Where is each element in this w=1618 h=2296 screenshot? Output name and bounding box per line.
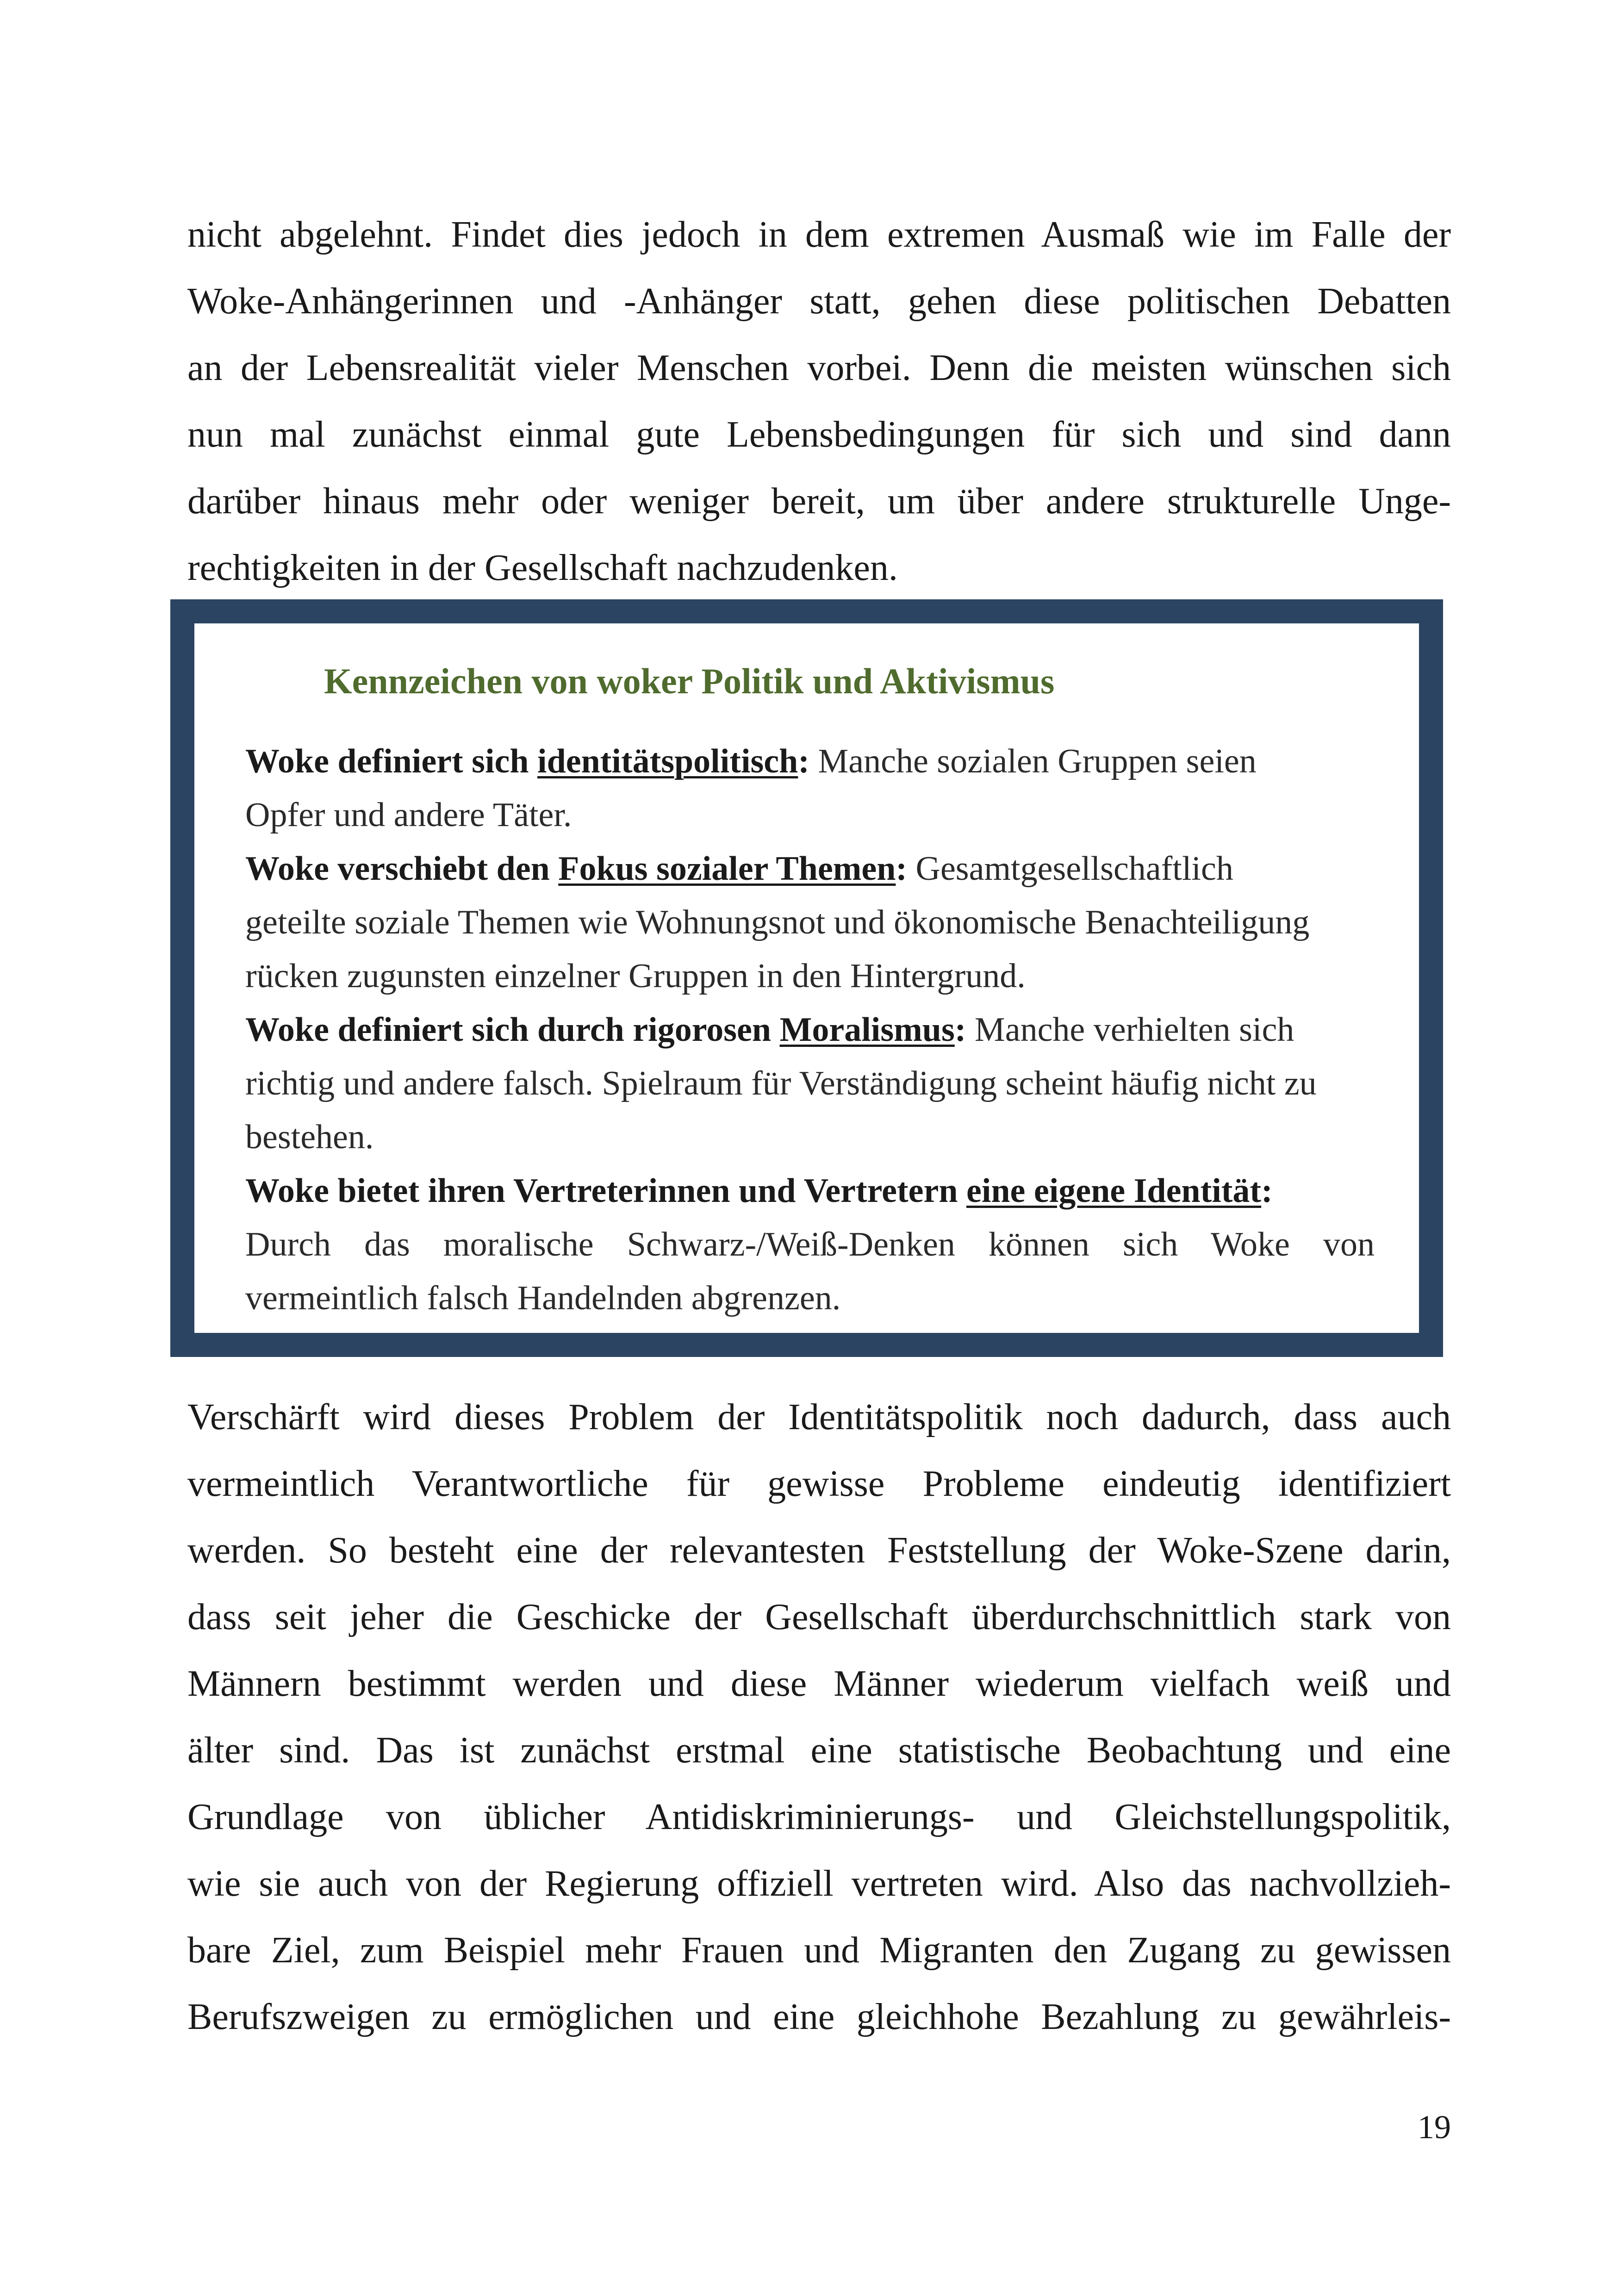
text-line: nun mal zunächst einmal gute Lebensbedingungen für sich und sind dann: [187, 414, 1451, 455]
text-line: wie sie auch von der Regierung offiziell vertreten wird. Also das nachvollzieh-: [187, 1863, 1451, 1904]
item-line: Durch das moralische Schwarz-/Weiß-Denken können sich Woke von: [245, 1226, 1375, 1263]
text-line: Grundlage von üblicher Antidiskriminierungs- und Gleichstellungspolitik,: [187, 1797, 1451, 1837]
item-colon: :: [896, 850, 908, 888]
item-line: richtig und andere falsch. Spielraum für Verständigung scheint häufig nicht zu: [245, 1064, 1317, 1102]
text-line: älter sind. Das ist zunächst erstmal eine statistische Beobachtung und eine: [187, 1730, 1451, 1771]
text-line: darüber hinaus mehr oder weniger bereit, um über andere strukturelle Unge-: [187, 481, 1451, 522]
item-line: Opfer und andere Täter.: [245, 796, 572, 834]
item-text: Manche sozialen Gruppen seien: [809, 742, 1257, 780]
item-line: rücken zugunsten einzelner Gruppen in den Hintergrund.: [245, 957, 1026, 995]
item-text: Gesamtgesellschaftlich: [907, 850, 1233, 888]
item-colon: :: [798, 742, 809, 780]
item-colon: :: [954, 1011, 966, 1049]
item-lead: Woke definiert sich: [245, 742, 538, 780]
info-box-item: [245, 734, 1375, 842]
body-paragraph-bottom: [187, 1384, 1451, 2050]
item-first-line: [245, 1003, 1375, 1057]
item-line: bestehen.: [245, 1118, 374, 1156]
info-box-body: [245, 734, 1375, 1325]
text-line: bare Ziel, zum Beispiel mehr Frauen und Migranten den Zugang zu gewissen: [187, 1930, 1451, 1971]
item-first-line: [245, 734, 1375, 788]
info-box-item: [245, 1164, 1375, 1325]
item-first-line: [245, 1164, 1375, 1218]
text-line: rechtigkeiten in der Gesellschaft nachzudenken.: [187, 548, 898, 588]
item-lead: Woke verschiebt den: [245, 850, 559, 888]
text-line: werden. So besteht eine der relevantesten Feststellung der Woke-Szene darin,: [187, 1530, 1451, 1571]
text-line: Männern bestimmt werden und diese Männer wiederum vielfach weiß und: [187, 1663, 1451, 1704]
item-text: Manche verhielten sich: [966, 1011, 1294, 1049]
info-box: [170, 599, 1443, 1357]
text-line: nicht abgelehnt. Findet dies jedoch in dem extremen Ausmaß wie im Falle der: [187, 214, 1451, 255]
page-number: 19: [1418, 2109, 1451, 2146]
text-line: vermeintlich Verantwortliche für gewisse Probleme eindeutig identifiziert: [187, 1463, 1451, 1504]
item-keyword: eine eigene Identität: [966, 1172, 1262, 1210]
item-keyword: identitätspolitisch: [537, 742, 798, 780]
item-keyword: Moralismus: [779, 1011, 955, 1049]
text-line: Verschärft wird dieses Problem der Identitätspolitik noch dadurch, dass auch: [187, 1397, 1451, 1437]
text-line: dass seit jeher die Geschicke der Gesellschaft überdurchschnittlich stark von: [187, 1597, 1451, 1637]
item-lead: Woke definiert sich durch rigorosen: [245, 1011, 780, 1049]
info-box-title: Kennzeichen von woker Politik und Aktivismus: [324, 661, 1055, 701]
item-keyword: Fokus sozialer Themen: [558, 850, 896, 888]
info-box-item: [245, 1003, 1375, 1164]
text-line: Woke-Anhängerinnen und -Anhänger statt, gehen diese politischen Debatten: [187, 281, 1451, 322]
body-paragraph-top: [187, 201, 1451, 601]
info-box-item: [245, 842, 1375, 1003]
text-line: Berufszweigen zu ermöglichen und eine gleichhohe Bezahlung zu gewährleis-: [187, 1997, 1451, 2037]
item-line: vermeintlich falsch Handelnden abgrenzen.: [245, 1279, 841, 1317]
item-colon: :: [1261, 1172, 1273, 1210]
text-line: an der Lebensrealität vieler Menschen vorbei. Denn die meisten wünschen sich: [187, 348, 1451, 388]
item-first-line: [245, 842, 1375, 896]
item-line: geteilte soziale Themen wie Wohnungsnot und ökonomische Benachteiligung: [245, 903, 1310, 941]
item-lead: Woke bietet ihren Vertreterinnen und Vertretern: [245, 1172, 966, 1210]
